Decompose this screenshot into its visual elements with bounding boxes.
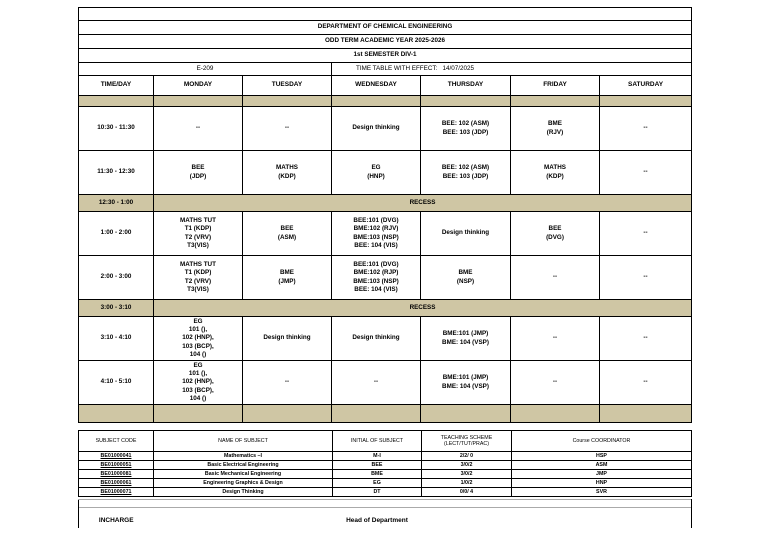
class-line: T1 (KDP) <box>184 225 212 233</box>
subject-initial: BME <box>333 470 422 479</box>
blank-top-row <box>79 8 692 21</box>
class-line: -- <box>373 378 379 386</box>
class-line: MATHS <box>276 164 298 172</box>
class-line: BEE: 103 (JDP) <box>442 128 489 136</box>
class-line: T2 (VRV) <box>184 233 212 241</box>
period-row <box>79 212 692 256</box>
day-header-0: TIME/DAY <box>79 76 154 96</box>
day-header-6: SATURDAY <box>600 76 692 96</box>
subject-row <box>79 470 692 479</box>
class-line: BME <box>458 269 473 277</box>
class-line: -- <box>284 378 290 386</box>
class-line: BME <box>280 269 294 277</box>
period-row <box>79 317 692 361</box>
class-line: -- <box>643 378 648 386</box>
class-cell <box>600 107 692 151</box>
day-header-2: TUESDAY <box>243 76 332 96</box>
class-cell <box>154 107 243 151</box>
subject-row <box>79 488 692 497</box>
period-row <box>79 256 692 300</box>
class-line: (DVG) <box>546 233 564 241</box>
teaching-scheme: 2/2/ 0 <box>422 452 512 461</box>
day-header-row <box>79 76 692 96</box>
course-coordinator: HNP <box>512 479 692 488</box>
time-slot: 4:10 - 5:10 <box>79 361 154 405</box>
subject-name: Design Thinking <box>154 488 333 497</box>
class-line: T1 (KDP) <box>184 269 212 277</box>
class-line: 103 (BCP), <box>182 342 214 350</box>
class-line: -- <box>552 334 558 342</box>
subject-code-header: SUBJECT CODE <box>79 431 154 452</box>
class-line: -- <box>552 273 558 281</box>
class-cell <box>600 256 692 300</box>
class-line: T3(VIS) <box>187 285 209 293</box>
period-row <box>79 107 692 151</box>
class-line: BEE:101 (DVG) <box>353 217 399 225</box>
class-cell <box>154 317 243 361</box>
class-line: BEE: 102 (ASM) <box>441 120 490 128</box>
teaching-scheme: 1/0/2 <box>422 479 512 488</box>
recess-row <box>79 300 692 317</box>
timetable-sheet <box>78 7 691 528</box>
class-line: BME:102 (RJP) <box>353 269 399 277</box>
class-cell <box>243 107 332 151</box>
subject-code: BE01000071 <box>79 488 154 497</box>
class-line: (NSP) <box>456 277 475 285</box>
class-cell <box>332 212 421 256</box>
class-cell <box>243 212 332 256</box>
class-line: MATHS TUT <box>180 217 216 225</box>
subject-header-row <box>79 431 692 452</box>
class-line: (KDP) <box>278 172 296 180</box>
class-cell <box>332 151 421 195</box>
class-line: Design thinking <box>352 334 400 342</box>
period-row <box>79 151 692 195</box>
subject-name: Basic Mechanical Engineering <box>154 470 333 479</box>
course-coordinator: ASM <box>512 461 692 470</box>
class-line: 102 (HNP), <box>182 334 214 342</box>
class-cell <box>511 151 600 195</box>
class-line: 101 (), <box>188 326 208 334</box>
class-cell <box>511 361 600 405</box>
class-cell <box>154 151 243 195</box>
class-line: (JDP) <box>189 172 207 180</box>
time-slot: 12:30 - 1:00 <box>79 195 154 212</box>
class-cell <box>243 256 332 300</box>
day-header-5: FRIDAY <box>511 76 600 96</box>
class-line: BEE: 103 (JDP) <box>442 172 489 180</box>
time-slot: 2:00 - 3:00 <box>79 256 154 300</box>
class-cell <box>511 317 600 361</box>
class-line: BEE: 102 (ASM) <box>441 164 490 172</box>
timetable <box>78 7 692 423</box>
room-number: E-209 <box>79 63 332 76</box>
class-line: (HNP) <box>367 172 385 180</box>
class-line: BME <box>548 120 562 128</box>
class-cell <box>511 256 600 300</box>
course-coordinator: HSP <box>512 452 692 461</box>
incharge-label: INCHARGE <box>79 516 154 528</box>
time-slot: 3:10 - 4:10 <box>79 317 154 361</box>
class-line: T2 (VRV) <box>184 277 212 285</box>
class-line: -- <box>195 124 201 132</box>
timetable-body <box>79 107 692 405</box>
subject-name: Basic Electrical Engineering <box>154 461 333 470</box>
class-line: 103 (BCP), <box>182 386 214 394</box>
teaching-scheme-sub: (LECT/TUT/PRAC) <box>443 441 490 447</box>
class-line: Design thinking <box>441 229 490 237</box>
class-line: MATHS <box>544 164 566 172</box>
subject-row <box>79 461 692 470</box>
class-line: (RJV) <box>546 128 564 136</box>
class-line: BEE: 104 (VIS) <box>354 241 398 249</box>
subject-name: Engineering Graphics & Design <box>154 479 333 488</box>
shaded-bottom-row <box>79 405 692 423</box>
class-line: BME:103 (NSP) <box>353 233 399 241</box>
hod-label: Head of Department <box>346 517 408 525</box>
class-cell <box>332 361 421 405</box>
class-cell <box>332 317 421 361</box>
subject-initial: M-I <box>333 452 422 461</box>
department-title: DEPARTMENT OF CHEMICAL ENGINEERING <box>79 21 692 35</box>
class-line: 101 (), <box>188 370 208 378</box>
class-line: T3(VIS) <box>187 241 209 249</box>
class-cell <box>600 212 692 256</box>
effect-label: TIME TABLE WITH EFFECT: <box>356 64 438 72</box>
class-line: BME: 104 (VSP) <box>442 382 489 390</box>
class-line: BME:101 (JMP) <box>442 374 489 382</box>
class-cell <box>421 151 511 195</box>
class-cell <box>421 256 511 300</box>
day-header-1: MONDAY <box>154 76 243 96</box>
period-row <box>79 361 692 405</box>
class-line: EG <box>193 318 203 326</box>
class-line: EG <box>371 164 381 172</box>
recess-row <box>79 195 692 212</box>
class-line: Design thinking <box>352 124 400 132</box>
class-cell <box>154 361 243 405</box>
subject-row <box>79 452 692 461</box>
day-header-3: WEDNESDAY <box>332 76 421 96</box>
teaching-scheme-header <box>422 431 512 452</box>
class-cell <box>421 317 511 361</box>
class-cell <box>154 212 243 256</box>
class-line: (JMP) <box>278 277 296 285</box>
class-line: -- <box>552 378 558 386</box>
class-cell <box>421 107 511 151</box>
subject-code: BE01000081 <box>79 470 154 479</box>
recess-label: RECESS <box>154 195 692 212</box>
class-cell <box>332 107 421 151</box>
class-cell <box>600 317 692 361</box>
class-line: -- <box>643 334 648 342</box>
class-cell <box>600 361 692 405</box>
coordinator-header: Course COORDINATOR <box>512 431 692 452</box>
class-cell <box>243 317 332 361</box>
class-line: -- <box>643 168 648 176</box>
semester-title: 1st SEMESTER DIV-1 <box>79 49 692 63</box>
subject-name-header: NAME OF SUBJECT <box>154 431 333 452</box>
recess-label: RECESS <box>154 300 692 317</box>
class-line: (ASM) <box>277 233 297 241</box>
time-slot: 11:30 - 12:30 <box>79 151 154 195</box>
class-cell <box>154 256 243 300</box>
course-coordinator: JMP <box>512 470 692 479</box>
subject-initial-header: INITIAL OF SUBJECT <box>333 431 422 452</box>
teaching-scheme-title: TEACHING SCHEME <box>440 434 493 441</box>
class-line: -- <box>284 124 290 132</box>
subject-table <box>78 430 692 497</box>
class-line: BME:103 (NSP) <box>353 277 399 285</box>
subject-row <box>79 479 692 488</box>
class-cell <box>243 361 332 405</box>
subject-initial: EG <box>333 479 422 488</box>
class-line: (KDP) <box>546 172 564 180</box>
class-line: 102 (HNP), <box>182 378 214 386</box>
class-line: BEE <box>548 225 562 233</box>
subject-body <box>79 452 692 497</box>
class-line: 104 () <box>189 350 207 358</box>
signature-area <box>78 499 692 528</box>
class-cell <box>511 107 600 151</box>
effect-date: 14/07/2025 <box>442 64 475 72</box>
subject-name: Mathematics –I <box>154 452 333 461</box>
subject-initial: BEE <box>333 461 422 470</box>
class-line: BEE: 104 (VIS) <box>354 285 398 293</box>
subject-code: BE01000061 <box>79 479 154 488</box>
shaded-spacer-row <box>79 96 692 107</box>
class-cell <box>421 212 511 256</box>
class-line: BME:102 (RJV) <box>353 225 399 233</box>
class-line: -- <box>643 273 648 281</box>
academic-year: ODD TERM ACADEMIC YEAR 2025-2026 <box>79 35 692 49</box>
class-cell <box>511 212 600 256</box>
class-line: -- <box>643 229 648 237</box>
time-slot: 1:00 - 2:00 <box>79 212 154 256</box>
time-slot: 3:00 - 3:10 <box>79 300 154 317</box>
teaching-scheme: 3/0/2 <box>422 470 512 479</box>
class-line: BME:101 (JMP) <box>442 330 489 338</box>
course-coordinator: SVR <box>512 488 692 497</box>
class-line: BEE:101 (DVG) <box>353 261 399 269</box>
subject-initial: DT <box>333 488 422 497</box>
subject-code: BE01000051 <box>79 461 154 470</box>
class-line: BME: 104 (VSP) <box>442 338 489 346</box>
class-line: BEE <box>191 164 205 172</box>
class-line: 104 () <box>189 394 207 402</box>
class-cell <box>243 151 332 195</box>
subject-code: BE01000041 <box>79 452 154 461</box>
class-cell <box>332 256 421 300</box>
class-line: BEE <box>280 225 294 233</box>
class-line: -- <box>643 124 648 132</box>
class-cell <box>600 151 692 195</box>
effect-date-cell <box>332 63 692 76</box>
class-cell <box>421 361 511 405</box>
class-line: MATHS TUT <box>180 261 216 269</box>
teaching-scheme: 0/0/ 4 <box>422 488 512 497</box>
time-slot: 10:30 - 11:30 <box>79 107 154 151</box>
class-line: EG <box>193 362 203 370</box>
day-header-4: THURSDAY <box>421 76 511 96</box>
teaching-scheme: 3/0/2 <box>422 461 512 470</box>
class-line: Design thinking <box>263 334 311 342</box>
